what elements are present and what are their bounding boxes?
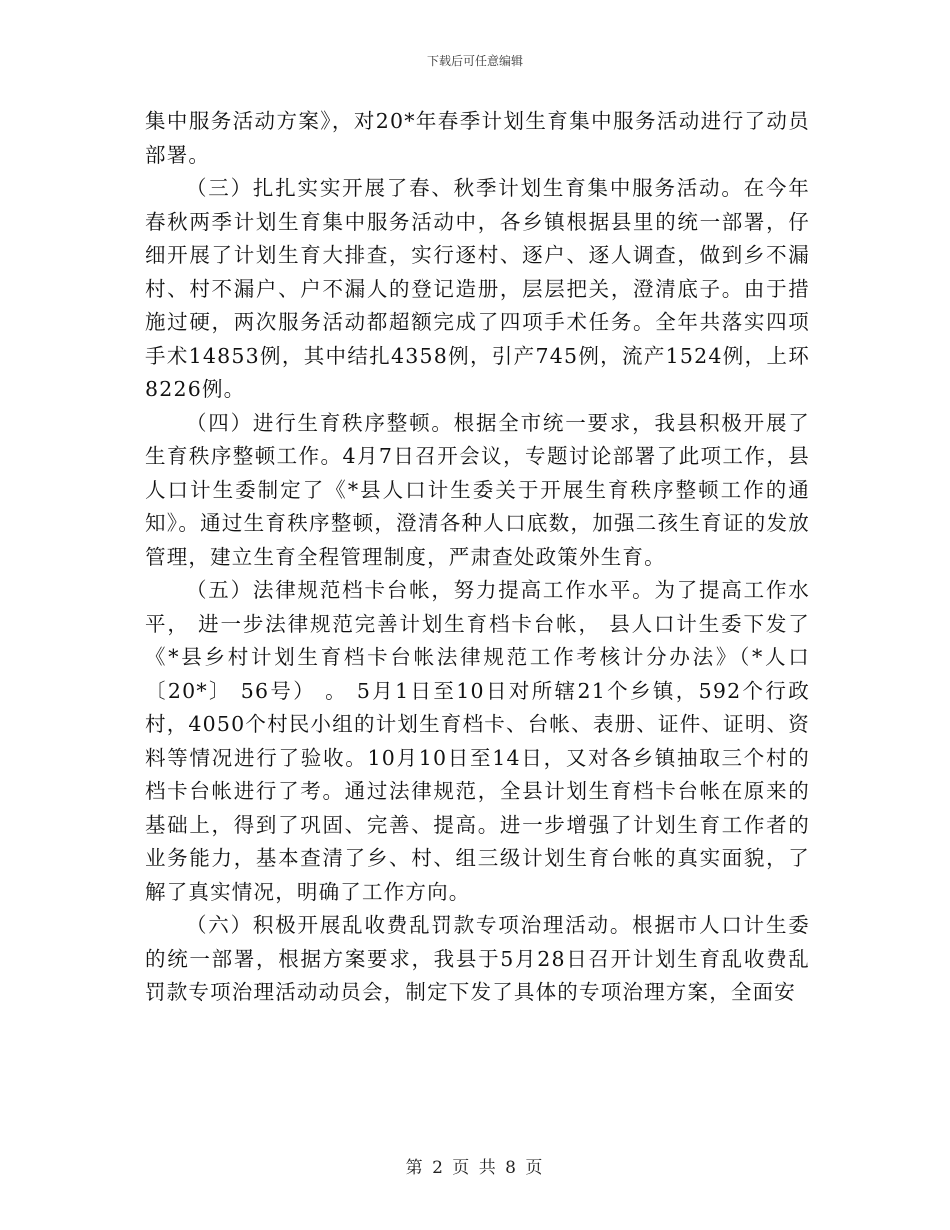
paragraph-section-3: （三）扎扎实实开展了春、秋季计划生育集中服务活动。在今年春秋两季计划生育集中服务活动中，各乡镇根据县里的统一部署，仔细开展了计划生育大排查，实行逐村、逐户、逐人调查，做到乡不漏村、村不漏户、户不漏人的登记造册，层层把关，澄清底子。由于措施过硬，两次服务活动都超额完成了四项手术任务。全年共落实四项手术14853例，其中结扎4358例，引产745例，流产1524例，上环8226例。	[145, 176, 810, 401]
paragraph-section-4: （四）进行生育秩序整顿。根据全市统一要求，我县积极开展了生育秩序整顿工作。4月7日召开会议，专题讨论部署了此项工作，县人口计生委制定了《*县人口计生委关于开展生育秩序整顿工作的通知》。通过生育秩序整顿，澄清各种人口底数，加强二孩生育证的发放管理，建立生育全程管理制度，严肃查处政策外生育。	[145, 410, 810, 569]
paragraph-section-6: （六）积极开展乱收费乱罚款专项治理活动。根据市人口计生委的统一部署，根据方案要求，我县于5月28日召开计划生育乱收费乱罚款专项治理活动动员会，制定下发了具体的专项治理方案，全面安	[145, 913, 810, 1004]
document-body	[145, 105, 810, 1010]
page-header: 下载后可任意编辑	[426, 54, 523, 68]
paragraph-continuation: 集中服务活动方案》，对20*年春季计划生育集中服务活动进行了动员部署。	[145, 109, 810, 167]
paragraph-section-5: （五）法律规范档卡台帐，努力提高工作水平。为了提高工作水平， 进一步法律规范完善计划生育档卡台帐， 县人口计生委下发了《*县乡村计划生育档卡台帐法律规范工作考核计分办法》（*人口〔20*〕 56号） 。 5月1日至10日对所辖21个乡镇，592个行政村，4050个村民小组的计划生育档卡、台帐、表册、证件、证明、资料等情况进行了验收。10月10日至14日，又对各乡镇抽取三个村的档卡台帐进行了考。通过法律规范，全县计划生育档卡台帐在原来的基础上，得到了巩固、完善、提高。进一步增强了计划生育工作者的业务能力，基本查清了乡、村、组三级计划生育台帐的真实面貌，了解了真实情况，明确了工作方向。	[145, 578, 810, 904]
page-footer: 第 2 页 共 8 页	[405, 1158, 545, 1178]
